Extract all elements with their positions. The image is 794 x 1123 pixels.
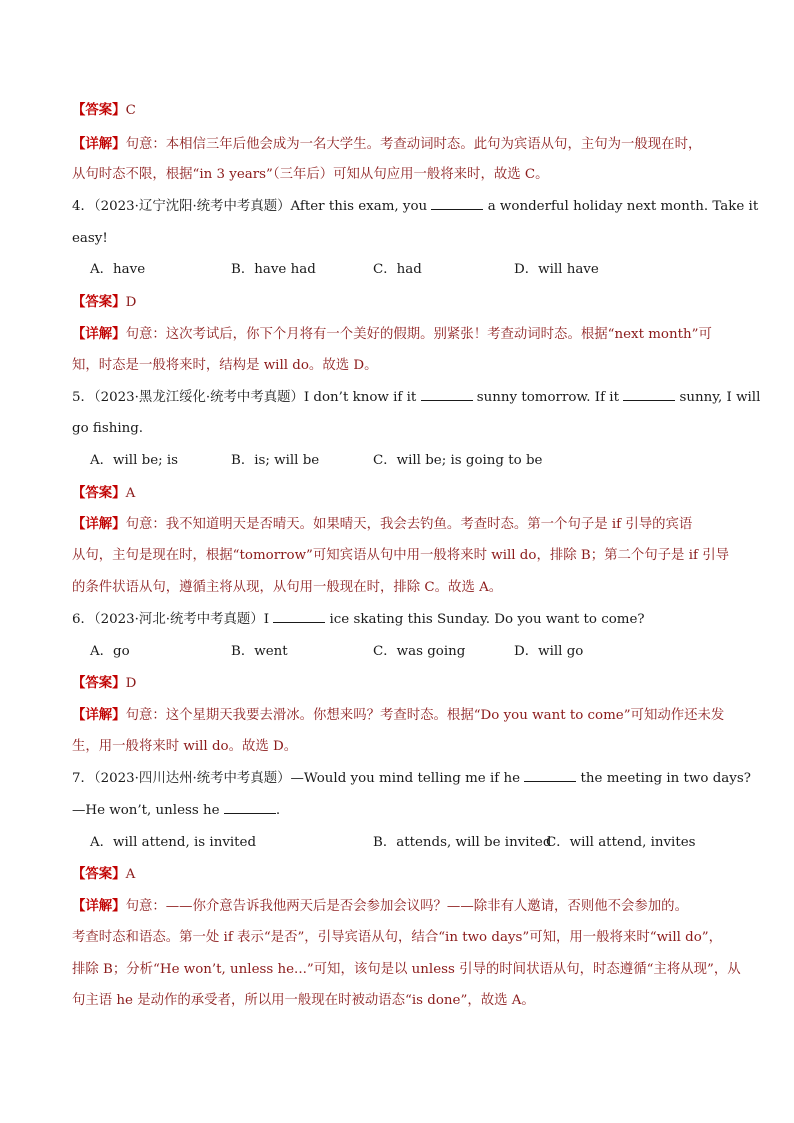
q7-detail-line-2: 考查时态和语态。第一处 if 表示“是否”，引导宾语从句，结合“in two days”可知，用一般将来时“will do”， — [72, 930, 723, 945]
q5-detail-line-2: 从句，主句是现在时，根据“tomorrow”可知宾语从句中用一般将来时 will do，排除 B；第二个句子是 if 引导 — [72, 548, 729, 563]
answer-blank — [224, 801, 276, 814]
q5-detail-line-1 — [72, 514, 692, 535]
q6-option-c: C．was going — [373, 644, 466, 659]
q4-option-a: A．have — [90, 262, 146, 277]
q5-stem-c: sunny, I will — [675, 390, 761, 405]
q5-stem-line-2: go fishing. — [72, 421, 144, 436]
answer-tag: 【答案】 — [72, 675, 126, 691]
detail-tag: 【详解】 — [72, 136, 126, 152]
q6-detail-line-1 — [72, 705, 724, 726]
q6-answer-line — [72, 673, 136, 694]
q7-stem-a: 7．（2023·四川达州·统考中考真题）—Would you mind telling me if he — [72, 771, 525, 786]
detail-tag: 【详解】 — [72, 707, 126, 723]
q4-detail-line-1 — [72, 324, 712, 345]
answer-tag: 【答案】 — [72, 294, 126, 310]
detail-text: 句意：本相信三年后他会成为一名大学生。考查动词时态。此句为宾语从句，主句为一般现在时， — [125, 137, 702, 152]
q7-stem-line-1 — [72, 769, 751, 789]
q7-stem-l2a: —He won’t, unless he — [72, 803, 224, 818]
q5-option-a: A．will be; is — [90, 453, 179, 468]
q5-stem-a: 5．（2023·黑龙江绥化·统考中考真题）I don’t know if it — [72, 390, 421, 405]
q5-stem-line-1 — [72, 388, 760, 408]
q7-option-b: B．attends, will be invited — [373, 835, 552, 850]
q6-option-a: A．go — [90, 644, 130, 659]
q4-stem-a: 4．（2023·辽宁沈阳·统考中考真题）After this exam, you — [72, 199, 432, 214]
q6-stem-b: ice skating this Sunday. Do you want to come? — [325, 612, 645, 627]
q7-answer-line — [72, 864, 135, 885]
answer-blank — [623, 388, 675, 401]
answer-tag: 【答案】 — [72, 866, 126, 882]
answer-tag: 【答案】 — [72, 102, 126, 118]
q6-stem-a: 6．（2023·河北·统考中考真题）I — [72, 612, 274, 627]
q7-detail-line-3: 排除 B；分析“He won’t, unless he...”可知，该句是以 unless 引导的时间状语从句，时态遵循“主将从现”，从 — [72, 962, 741, 977]
q7-option-c: C．will attend, invites — [546, 835, 696, 850]
q4-option-d: D．will have — [514, 262, 599, 277]
q3-detail-line-1 — [72, 134, 701, 155]
q5-option-b: B．is; will be — [231, 453, 320, 468]
q7-stem-l2b: . — [275, 803, 281, 818]
q4-option-c: C．had — [373, 262, 422, 277]
q7-stem-b: the meeting in two days? — [576, 771, 751, 786]
q5-detail-line-3: 的条件状语从句，遵循主将从现，从句用一般现在时，排除 C。故选 A。 — [72, 580, 503, 595]
answer-value: A — [125, 867, 136, 882]
q4-option-b: B．have had — [231, 262, 316, 277]
detail-tag: 【详解】 — [72, 898, 126, 914]
detail-text: 句意：这个星期天我要去滑冰。你想来吗？考查时态。根据“Do you want to come”可知动作还未发 — [125, 708, 725, 723]
answer-value: A — [125, 486, 136, 501]
answer-blank — [524, 769, 576, 782]
q5-stem-b: sunny tomorrow. If it — [472, 390, 624, 405]
q7-stem-line-2 — [72, 801, 280, 821]
detail-text: 句意：——你介意告诉我他两天后是否会参加会议吗？——除非有人邀请，否则他不会参加的。 — [125, 899, 688, 914]
q6-stem-line-1 — [72, 610, 645, 630]
detail-tag: 【详解】 — [72, 516, 126, 532]
q3-detail-line-2: 从句时态不限，根据“in 3 years”（三年后）可知从句应用一般将来时，故选 C。 — [72, 167, 549, 182]
q4-detail-line-2: 知，时态是一般将来时，结构是 will do。故选 D。 — [72, 358, 378, 373]
q6-detail-line-2: 生，用一般将来时 will do。故选 D。 — [72, 739, 298, 754]
answer-value: D — [125, 676, 137, 691]
q4-answer-line — [72, 292, 136, 313]
q6-option-d: D．will go — [514, 644, 584, 659]
q4-stem-line-1 — [72, 197, 758, 217]
q3-answer-line — [72, 100, 136, 121]
q7-option-a: A．will attend, is invited — [90, 835, 257, 850]
answer-blank — [421, 388, 473, 401]
answer-value: D — [125, 295, 137, 310]
q5-answer-line — [72, 483, 135, 504]
detail-text: 句意：我不知道明天是否晴天。如果晴天，我会去钓鱼。考查时态。第一个句子是 if 引导的宾语 — [125, 517, 693, 532]
answer-tag: 【答案】 — [72, 485, 126, 501]
q5-option-c: C．will be; is going to be — [373, 453, 543, 468]
q7-detail-line-4: 句主语 he 是动作的承受者，所以用一般现在时被动语态“is done”，故选 A。 — [72, 993, 535, 1008]
q4-stem-line-2: easy! — [72, 231, 108, 246]
detail-tag: 【详解】 — [72, 326, 126, 342]
q6-option-b: B．went — [231, 644, 288, 659]
q4-stem-b: a wonderful holiday next month. Take it — [483, 199, 759, 214]
answer-blank — [431, 197, 483, 210]
q7-detail-line-1 — [72, 896, 688, 917]
answer-value: C — [125, 103, 136, 118]
detail-text: 句意：这次考试后，你下个月将有一个美好的假期。别紧张！考查动词时态。根据“next month”可 — [125, 327, 712, 342]
answer-blank — [273, 610, 325, 623]
